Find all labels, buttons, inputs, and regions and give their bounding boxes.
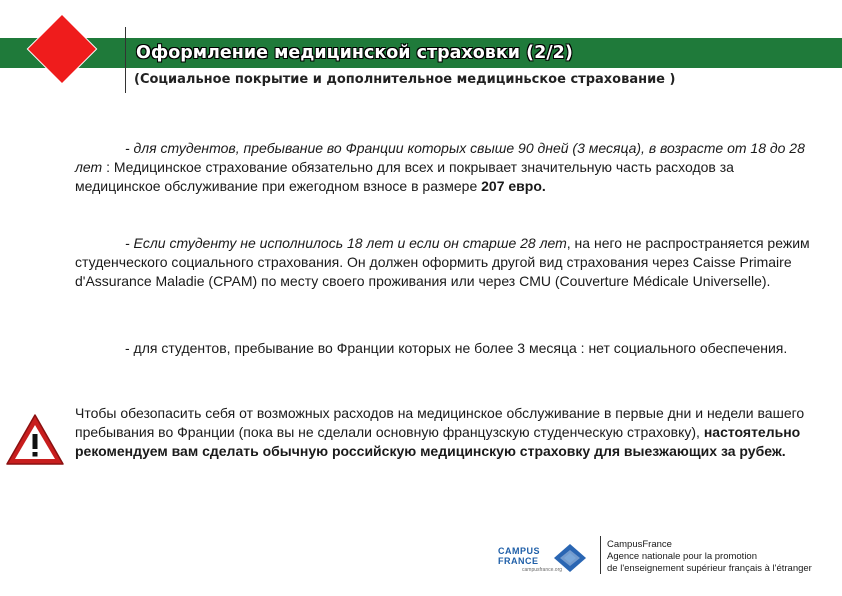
- footer-divider: [600, 536, 601, 574]
- p1-italic: - для студентов, пребывание во Франции которых свыше 90 дней (3 месяца), в возрасте от 18 до 28 лет: [75, 140, 805, 175]
- paragraph-recommendation: [75, 404, 815, 461]
- footer-org-line2: Agence nationale pour la promotion: [607, 551, 757, 562]
- logo-tagline: campusfrance.org: [522, 567, 563, 573]
- header-divider: [125, 27, 126, 93]
- header-diamond: [28, 15, 96, 83]
- warning-icon: [4, 412, 66, 468]
- footer-org-name: CampusFrance: [607, 539, 672, 550]
- p4-bold: настоятельно рекомендуем вам сделать обычную российскую медицинскую страховку для выезжающих за рубеж.: [75, 424, 801, 459]
- logo-word-campus: CAMPUS: [498, 546, 541, 556]
- p2-text: , на него не распространяется режим студенческого социального страхования. Он должен оформить другой вид страхования через Caisse Primaire d'Assurance Maladie (CPAM) по месту своего проживания или через CMU (Couverture Médicale Universelle).: [75, 235, 810, 289]
- paragraph-students-over-90-days: [75, 139, 815, 196]
- p3-text: - для студентов, пребывание во Франции которых не более 3 месяца : нет социального обеспечения.: [125, 340, 788, 356]
- p2-italic: - Если студенту не исполнилось 18 лет и если он старше 28 лет: [125, 235, 567, 251]
- logo-word-france: FRANCE: [498, 556, 539, 566]
- page-title: Оформление медицинской страховки (2/2): [136, 43, 573, 63]
- paragraph-age-limits: [75, 234, 815, 291]
- p1-text: : Медицинское страхование обязательно для всех и покрывает значительную часть расходов за медицинское обслуживание при ежегодном взносе в размере: [75, 159, 734, 194]
- paragraph-short-stay: [75, 339, 815, 358]
- p1-bold: 207 евро.: [481, 178, 546, 194]
- p4-text: Чтобы обезопасить себя от возможных расходов на медицинское обслуживание в первые дни и недели вашего пребывания во Франции (пока вы не сделали основную французскую студенческую страховку),: [75, 405, 805, 440]
- footer-org-line3: de l'enseignement supérieur français à l'étranger: [607, 563, 812, 574]
- footer-org-info: [607, 539, 812, 575]
- page-subtitle: (Социальное покрытие и дополнительное медициньское страхование ): [134, 72, 676, 87]
